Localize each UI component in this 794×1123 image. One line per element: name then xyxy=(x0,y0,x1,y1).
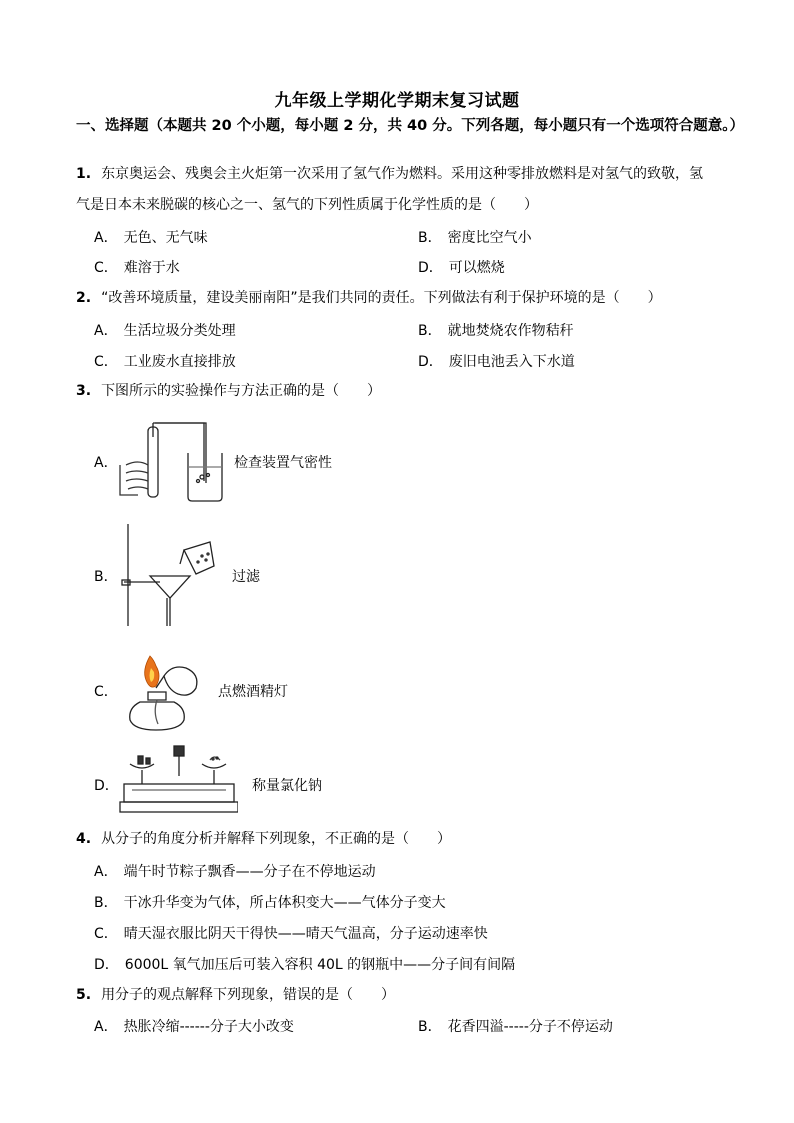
option-label: B． xyxy=(94,569,118,585)
option-b[interactable] xyxy=(94,893,446,913)
option-text: 干冰升华变为气体，所占体积变大——气体分子变大 xyxy=(123,895,446,911)
option-text: 检查装置气密性 xyxy=(234,455,332,471)
option-c[interactable] xyxy=(94,258,180,278)
option-text: 可以燃烧 xyxy=(448,260,505,276)
option-label: D． xyxy=(94,957,119,973)
option-text: 热胀冷缩------分子大小改变 xyxy=(123,1019,294,1035)
option-a[interactable] xyxy=(94,228,208,248)
option-b[interactable] xyxy=(94,566,118,586)
page-title: 九年级上学期化学期末复习试题 xyxy=(274,91,520,111)
option-label: B． xyxy=(418,323,442,339)
option-a[interactable] xyxy=(94,862,376,882)
option-b[interactable] xyxy=(418,321,574,341)
option-label: C． xyxy=(94,260,118,276)
option-text: 工业废水直接排放 xyxy=(123,354,236,370)
option-text: 无色、无气味 xyxy=(123,230,208,246)
option-label: A． xyxy=(94,455,118,471)
question-number: 4. xyxy=(76,831,92,847)
option-label: A． xyxy=(94,230,118,246)
question-3 xyxy=(76,376,756,407)
option-a[interactable] xyxy=(94,1017,294,1037)
option-text: 端午时节粽子飘香——分子在不停地运动 xyxy=(123,864,376,880)
question-text: 下图所示的实验操作与方法正确的是（ ） xyxy=(101,383,382,399)
option-c[interactable] xyxy=(94,352,236,372)
filtration-diagram xyxy=(118,520,228,630)
question-4 xyxy=(76,824,756,855)
question-1 xyxy=(76,159,756,221)
option-text: 就地焚烧农作物秸秆 xyxy=(447,323,574,339)
option-text: 称量氯化钠 xyxy=(252,778,322,794)
option-d[interactable] xyxy=(418,352,575,372)
section-heading: 一、选择题（本题共 20 个小题，每小题 2 分，共 40 分。下列各题，每小题只有一个选项符合题意。） xyxy=(76,118,744,134)
option-text: 晴天湿衣服比阴天干得快——晴天气温高，分子运动速率快 xyxy=(123,926,488,942)
question-2 xyxy=(76,283,756,314)
option-text: 花香四溢-----分子不停运动 xyxy=(447,1019,613,1035)
alcohol-lamp-diagram xyxy=(120,646,210,736)
option-text: 难溶于水 xyxy=(123,260,180,276)
option-label: B． xyxy=(418,1019,442,1035)
option-label: B． xyxy=(94,895,118,911)
balance-diagram xyxy=(118,742,238,822)
airtightness-check-diagram xyxy=(118,415,228,505)
option-text: 过滤 xyxy=(232,569,260,585)
option-label: D． xyxy=(418,260,443,276)
option-label: B． xyxy=(418,230,442,246)
option-b[interactable] xyxy=(418,1017,613,1037)
option-label: D． xyxy=(418,354,443,370)
option-label: A． xyxy=(94,1019,118,1035)
option-text: 点燃酒精灯 xyxy=(218,684,288,700)
option-label: C． xyxy=(94,354,118,370)
question-text: 东京奥运会、残奥会主火炬第一次采用了氢气作为燃料。采用这种零排放燃料是对氢气的致敬，氢 xyxy=(101,166,704,182)
option-b[interactable] xyxy=(418,228,532,248)
option-text: 密度比空气小 xyxy=(447,230,532,246)
option-label: C． xyxy=(94,684,118,700)
option-label: A． xyxy=(94,864,118,880)
option-d[interactable] xyxy=(94,775,119,795)
option-label: C． xyxy=(94,926,118,942)
question-number: 1. xyxy=(76,166,92,182)
option-label: A． xyxy=(94,323,118,339)
option-text: 6000L 氧气加压后可装入容积 40L 的钢瓶中——分子间有间隔 xyxy=(124,957,516,973)
option-label: D． xyxy=(94,778,119,794)
question-text: 从分子的角度分析并解释下列现象，不正确的是（ ） xyxy=(101,831,452,847)
question-text: 用分子的观点解释下列现象，错误的是（ ） xyxy=(101,987,396,1003)
option-d[interactable] xyxy=(418,258,505,278)
option-text: 生活垃圾分类处理 xyxy=(123,323,236,339)
option-text: 废旧电池丢入下水道 xyxy=(448,354,575,370)
option-a[interactable] xyxy=(94,452,118,472)
question-number: 5. xyxy=(76,987,92,1003)
option-c[interactable] xyxy=(94,924,488,944)
question-number: 3. xyxy=(76,383,92,399)
option-d[interactable] xyxy=(94,955,515,975)
option-a[interactable] xyxy=(94,321,236,341)
question-number: 2. xyxy=(76,290,92,306)
option-c[interactable] xyxy=(94,681,118,701)
question-text-cont: 气是日本未来脱碳的核心之一、氢气的下列性质属于化学性质的是（ ） xyxy=(76,197,538,213)
question-text: “改善环境质量，建设美丽南阳”是我们共同的责任。下列做法有利于保护环境的是（ ） xyxy=(101,290,662,306)
question-5 xyxy=(76,980,756,1011)
